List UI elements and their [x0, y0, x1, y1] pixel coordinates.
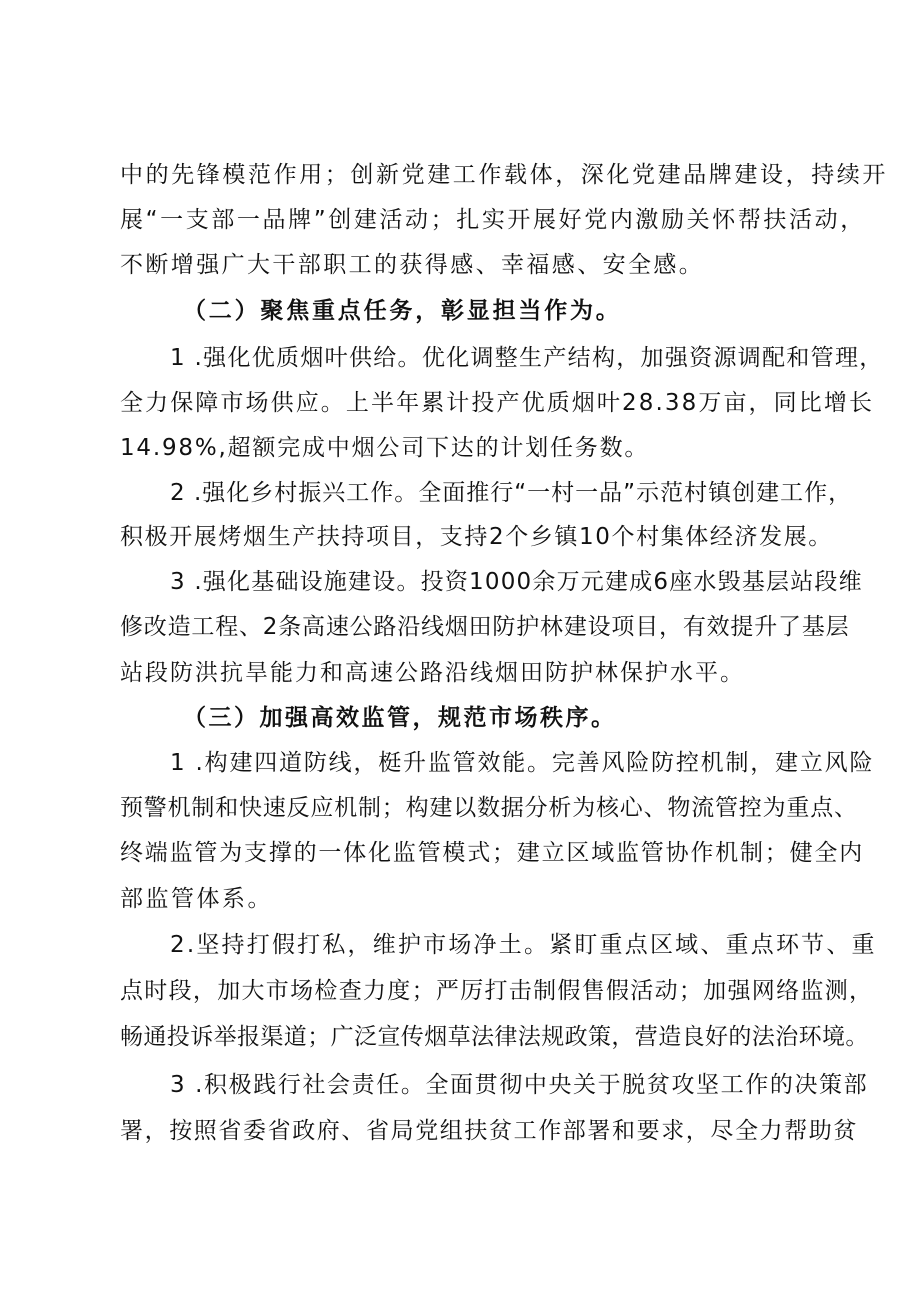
paragraph-line: 部监管体系。 — [120, 886, 273, 912]
paragraph-line: 预警机制和快速反应机制；构建以数据分析为核心、物流管控为重点、 — [120, 795, 858, 821]
paragraph-line: 点时段，加大市场检查力度；严厉打击制假售假活动；加强网络监测， — [120, 978, 874, 1004]
paragraph-line: 3 .积极践行社会责任。全面贯彻中央关于脱贫攻坚工作的决策部 — [170, 1072, 869, 1098]
section-heading: （二）聚焦重点任务，彰显担当作为。 — [183, 298, 622, 324]
paragraph-line: 14.98%,超额完成中烟公司下达的计划任务数。 — [120, 435, 650, 461]
paragraph-line: 修改造工程、2条高速公路沿线烟田防护林建设项目，有效提升了基层 — [120, 614, 850, 640]
paragraph-line: 积极开展烤烟生产扶持项目，支持2个乡镇10个村集体经济发展。 — [120, 524, 833, 550]
paragraph-line: 不断增强广大干部职工的获得感、幸福感、安全感。 — [120, 252, 705, 278]
paragraph-line: 站段防洪抗旱能力和高速公路沿线烟田防护林保护水平。 — [120, 660, 745, 686]
paragraph-line: 全力保障市场供应。上半年累计投产优质烟叶28.38万亩，同比增长 — [120, 390, 875, 416]
paragraph-line: 2.坚持打假打私，维护市场净土。紧盯重点区域、重点环节、重 — [170, 932, 877, 958]
paragraph-line: 1 .强化优质烟叶供给。优化调整生产结构，加强资源调配和管理， — [170, 345, 884, 371]
paragraph-line: 署，按照省委省政府、省局党组扶贫工作部署和要求，尽全力帮助贫 — [120, 1118, 858, 1144]
paragraph-line: 终端监管为支撑的一体化监管模式；建立区域监管协作机制；健全内 — [120, 840, 864, 866]
paragraph-line: 畅通投诉举报渠道；广泛宣传烟草法律法规政策，营造良好的法治环境。 — [120, 1024, 869, 1050]
paragraph-line: 2 .强化乡村振兴工作。全面推行“一村一品”示范村镇创建工作， — [170, 480, 853, 506]
paragraph-line: 中的先锋模范作用；创新党建工作载体，深化党建品牌建设，持续开 — [120, 162, 888, 188]
section-heading: （三）加强高效监管，规范市场秩序。 — [183, 705, 617, 731]
paragraph-line: 3 .强化基础设施建设。投资1000余万元建成6座水毁基层站段维 — [170, 569, 863, 595]
paragraph-line: 展“一支部一品牌”创建活动；扎实开展好党内激励关怀帮扶活动， — [120, 207, 866, 233]
paragraph-line: 1 .构建四道防线，梃升监管效能。完善风险防控机制，建立风险 — [170, 750, 875, 776]
